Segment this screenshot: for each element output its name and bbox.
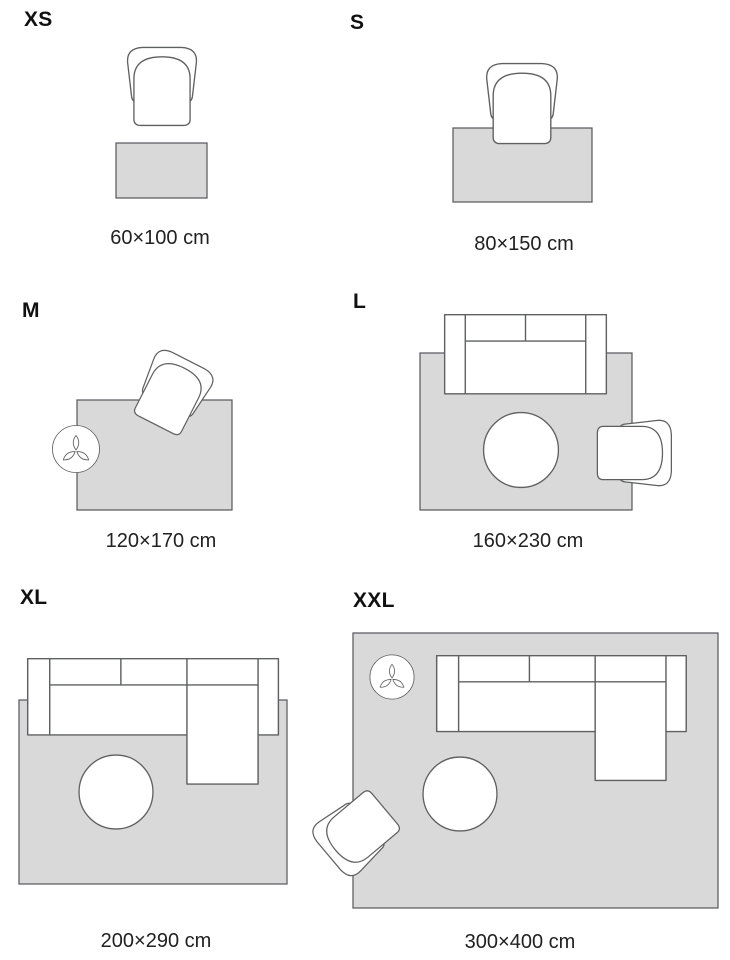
armchair-icon xyxy=(128,47,197,125)
diagram-m xyxy=(40,330,250,520)
dimensions-xl: 200×290 cm xyxy=(100,930,212,952)
size-label-xs: XS xyxy=(24,8,53,31)
round-table-icon xyxy=(423,757,497,831)
diagram-xl xyxy=(5,640,305,900)
armchair-icon xyxy=(487,64,558,144)
diagram-xxl xyxy=(300,620,730,920)
size-label-s: S xyxy=(350,11,365,34)
sofa-icon xyxy=(445,315,607,394)
dimensions-m: 120×170 cm xyxy=(105,530,217,552)
size-label-xl: XL xyxy=(20,586,48,609)
dimensions-s: 80×150 cm xyxy=(474,233,574,255)
armchair-icon xyxy=(597,420,671,485)
size-label-xxl: XXL xyxy=(353,589,395,612)
round-table-icon xyxy=(79,755,153,829)
dimensions-xs: 60×100 cm xyxy=(110,227,210,249)
size-label-l: L xyxy=(353,290,367,313)
dimensions-l: 160×230 cm xyxy=(472,530,584,552)
size-label-m: M xyxy=(22,299,40,322)
round-table-icon xyxy=(484,413,559,488)
diagram-xs xyxy=(100,30,230,215)
dimensions-xxl: 300×400 cm xyxy=(464,931,576,953)
diagram-s xyxy=(440,45,610,220)
rug-xs xyxy=(116,143,207,198)
diagram-l xyxy=(410,300,700,520)
plant-icon xyxy=(370,655,414,699)
plant-icon xyxy=(53,426,100,473)
